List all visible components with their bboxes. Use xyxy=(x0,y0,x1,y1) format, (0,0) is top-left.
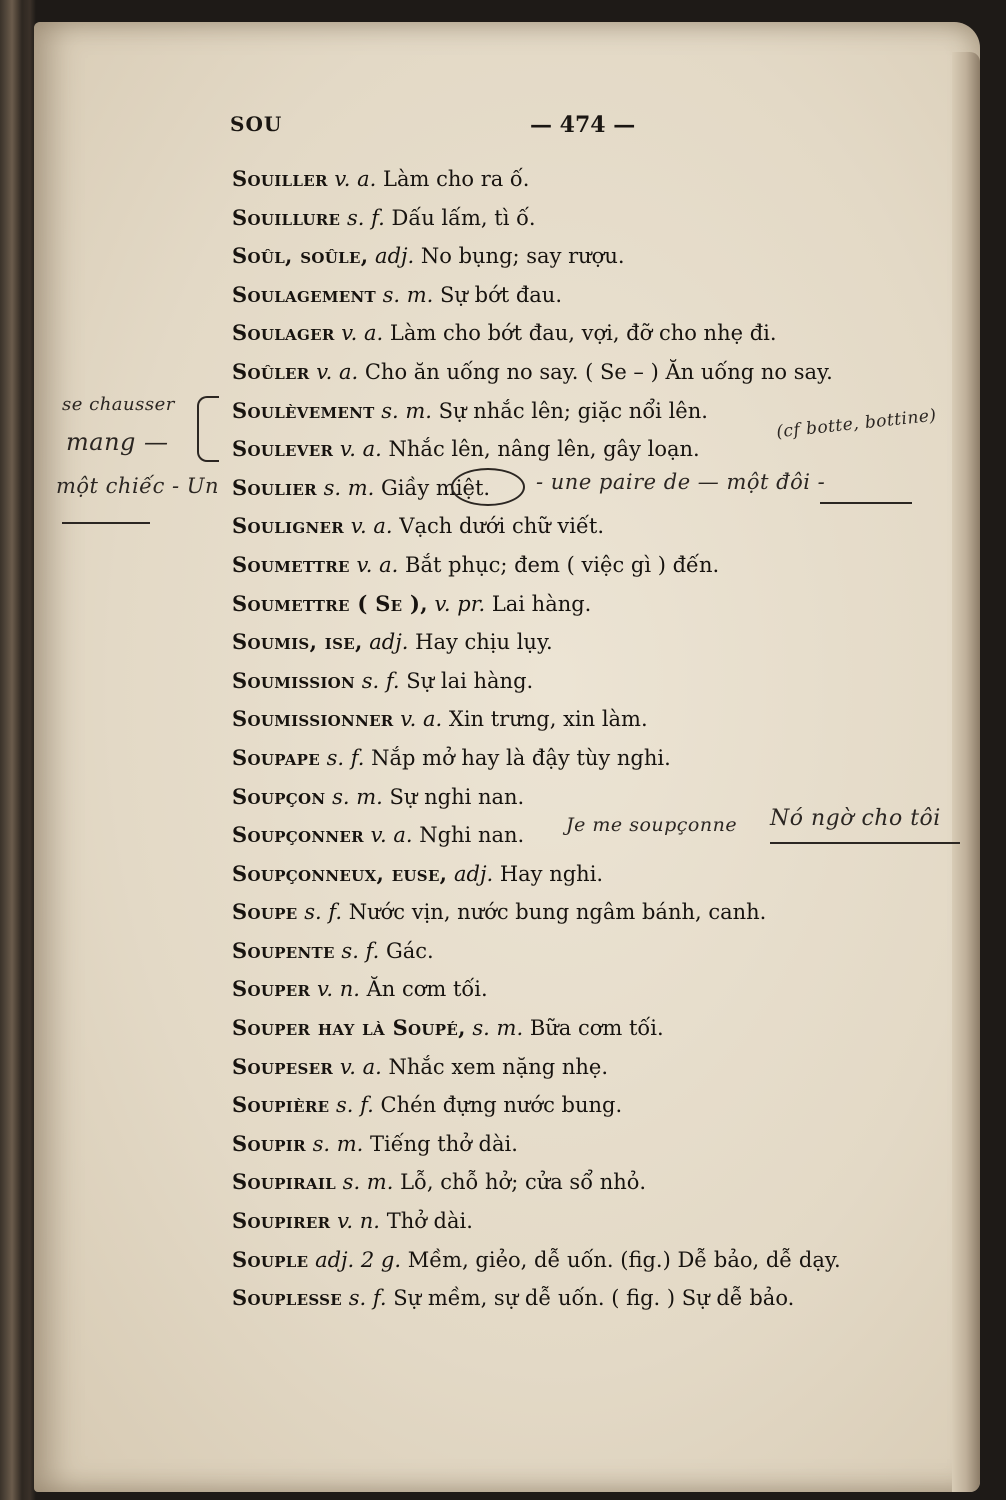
part-of-speech: s. f. xyxy=(336,1093,374,1118)
part-of-speech: s. f. xyxy=(361,668,400,693)
part-of-speech: v. a. xyxy=(334,167,377,191)
entry xyxy=(232,1125,952,1164)
entry xyxy=(232,855,952,894)
definition: Sự bớt đau. xyxy=(440,282,562,307)
definition: Lỗ, chỗ hở; cửa sổ nhỏ. xyxy=(400,1170,647,1195)
part-of-speech: adj. xyxy=(453,861,494,886)
soupconner-underline xyxy=(770,842,960,844)
headword: Souligner xyxy=(232,513,344,539)
headword: Souper hay là Soupé, xyxy=(232,1015,466,1041)
part-of-speech: v. a. xyxy=(400,707,443,732)
page-edge xyxy=(952,52,980,1492)
margin-underline xyxy=(62,522,150,524)
definition: Xin trưng, xin làm. xyxy=(448,707,648,732)
entry xyxy=(232,932,952,971)
headword: Soupape xyxy=(232,744,320,770)
part-of-speech: s. m. xyxy=(382,282,434,307)
definition: Thở dài. xyxy=(386,1209,473,1234)
headword: Soupirer xyxy=(232,1208,331,1234)
entry xyxy=(232,623,952,662)
part-of-speech: s. f. xyxy=(304,900,343,925)
definition: Sự lai hàng. xyxy=(406,668,534,693)
definition: Cho ăn uống no say. ( Se – ) Ăn uống no say. xyxy=(364,359,833,384)
margin-brace xyxy=(197,396,219,462)
entry xyxy=(232,314,952,353)
headword: Soupière xyxy=(232,1092,330,1118)
circled-word xyxy=(451,468,525,506)
part-of-speech: v. n. xyxy=(337,1209,380,1234)
part-of-speech: adj. 2 g. xyxy=(315,1247,402,1272)
definition: Làm cho ra ố. xyxy=(383,167,530,191)
headword: Soupirail xyxy=(232,1169,336,1195)
definition: Dấu lấm, tì ố. xyxy=(391,205,536,230)
definition: Giầy miệt. xyxy=(380,475,491,500)
page-number: — 474 — xyxy=(530,112,636,138)
part-of-speech: s. f. xyxy=(348,1286,387,1311)
entry xyxy=(232,1163,952,1202)
headword: Soupeser xyxy=(232,1053,334,1079)
part-of-speech: s. m. xyxy=(312,1131,364,1156)
headword: Soumettre ( Se ), xyxy=(232,590,428,616)
headword: Souper xyxy=(232,976,311,1002)
definition: Sự nhắc lên; giặc nổi lên. xyxy=(438,398,708,423)
part-of-speech: s. m. xyxy=(472,1016,524,1041)
entry xyxy=(232,507,952,546)
page-header xyxy=(0,112,1006,148)
headword: Soulier xyxy=(232,474,317,500)
part-of-speech: v. n. xyxy=(316,977,360,1002)
headword: Souplesse xyxy=(232,1285,343,1311)
headword: Soulèvement xyxy=(232,397,375,423)
part-of-speech: s. m. xyxy=(342,1170,394,1195)
definition: Nước vịn, nước bung ngâm bánh, canh. xyxy=(348,900,767,925)
margin-note-mang: mang — xyxy=(66,428,169,456)
headword: Soupçon xyxy=(232,783,326,809)
soupconner-note-french: Je me soupçonne xyxy=(566,814,738,836)
part-of-speech: s. f. xyxy=(346,205,385,230)
definition: Sự mềm, sự dễ uốn. ( fig. ) Sự dễ bảo. xyxy=(393,1286,795,1311)
entry xyxy=(232,199,952,238)
definition: Nhắc xem nặng nhẹ. xyxy=(388,1054,609,1079)
headword: Soumission xyxy=(232,667,356,693)
part-of-speech: s. m. xyxy=(323,475,375,500)
entry-list xyxy=(232,160,952,1318)
part-of-speech: v. a. xyxy=(316,359,359,384)
definition: Bắt phục; đem ( việc gì ) đến. xyxy=(405,552,720,577)
definition: Hay nghi. xyxy=(499,861,604,886)
entry xyxy=(232,276,952,315)
entry xyxy=(232,1086,952,1125)
headword: Souillure xyxy=(232,204,341,230)
definition: Chén đựng nước bung. xyxy=(380,1093,623,1118)
headword: Soupente xyxy=(232,937,335,963)
part-of-speech: s. m. xyxy=(381,398,432,423)
headword: Soûler xyxy=(232,358,310,384)
entry xyxy=(232,353,952,392)
entry xyxy=(232,970,952,1009)
headword: Soupir xyxy=(232,1130,306,1156)
entry xyxy=(232,1279,952,1318)
definition: No bụng; say rượu. xyxy=(420,244,625,269)
part-of-speech: v. a. xyxy=(339,437,382,462)
definition: Nghi nan. xyxy=(419,823,525,848)
definition: Gác. xyxy=(385,938,434,963)
entry xyxy=(232,160,952,199)
headword: Soumettre xyxy=(232,551,350,577)
definition: Mềm, giẻo, dễ uốn. (fig.) Dễ bảo, dễ dạy. xyxy=(407,1247,841,1272)
entry xyxy=(232,739,952,778)
entry xyxy=(232,1048,952,1087)
entry xyxy=(232,546,952,585)
headword: Soupe xyxy=(232,899,298,925)
definition: Vạch dưới chữ viết. xyxy=(399,514,605,539)
definition: Nhắc lên, nâng lên, gây loạn. xyxy=(388,437,700,462)
entry xyxy=(232,237,952,276)
headword: Soumissionner xyxy=(232,706,394,732)
definition: Ăn cơm tối. xyxy=(366,977,488,1002)
part-of-speech: v. a. xyxy=(341,321,384,346)
soulier-note: - une paire de — một đôi - xyxy=(536,470,826,494)
running-head: SOU xyxy=(230,112,283,136)
part-of-speech: v. a. xyxy=(370,823,413,848)
headword: Soûl, soûle, xyxy=(232,243,369,269)
part-of-speech: v. a. xyxy=(339,1054,382,1079)
part-of-speech: v. a. xyxy=(350,514,393,539)
margin-note-mot-chiec: một chiếc - Un xyxy=(56,474,220,498)
entry xyxy=(232,1009,952,1048)
definition: Hay chịu lụy. xyxy=(415,630,553,655)
headword: Soupçonneux, euse, xyxy=(232,860,448,886)
entry xyxy=(232,1241,952,1280)
headword: Soumis, ise, xyxy=(232,629,363,655)
entry xyxy=(232,1202,952,1241)
soulier-underline xyxy=(820,502,912,504)
definition: Bữa cơm tối. xyxy=(529,1016,664,1041)
headword: Soulagement xyxy=(232,281,376,307)
part-of-speech: s. f. xyxy=(341,938,380,963)
headword: Soulager xyxy=(232,320,335,346)
definition: Nắp mở hay là đậy tùy nghi. xyxy=(371,745,671,770)
paren-note-botte: (cf botte, bottine) xyxy=(775,405,938,443)
entry xyxy=(232,430,952,469)
entry xyxy=(232,662,952,701)
soupconner-note-viet: Nó ngờ cho tôi xyxy=(770,806,941,831)
headword: Soupçonner xyxy=(232,822,364,848)
definition: Tiếng thở dài. xyxy=(369,1131,518,1156)
headword: Soulever xyxy=(232,436,334,462)
entry xyxy=(232,893,952,932)
entry xyxy=(232,700,952,739)
part-of-speech: v. pr. xyxy=(434,591,486,616)
headword: Souiller xyxy=(232,166,328,191)
definition: Lai hàng. xyxy=(491,591,592,616)
part-of-speech: adj. xyxy=(369,630,409,655)
part-of-speech: s. f. xyxy=(326,745,365,770)
part-of-speech: adj. xyxy=(375,244,415,269)
definition: Làm cho bớt đau, vợi, đỡ cho nhẹ đi. xyxy=(389,321,777,346)
margin-note-se-chausser: se chausser xyxy=(62,394,175,415)
part-of-speech: v. a. xyxy=(356,552,399,577)
definition: Sự nghi nan. xyxy=(389,784,525,809)
entry xyxy=(232,585,952,624)
headword: Souple xyxy=(232,1246,309,1272)
part-of-speech: s. m. xyxy=(332,784,383,809)
